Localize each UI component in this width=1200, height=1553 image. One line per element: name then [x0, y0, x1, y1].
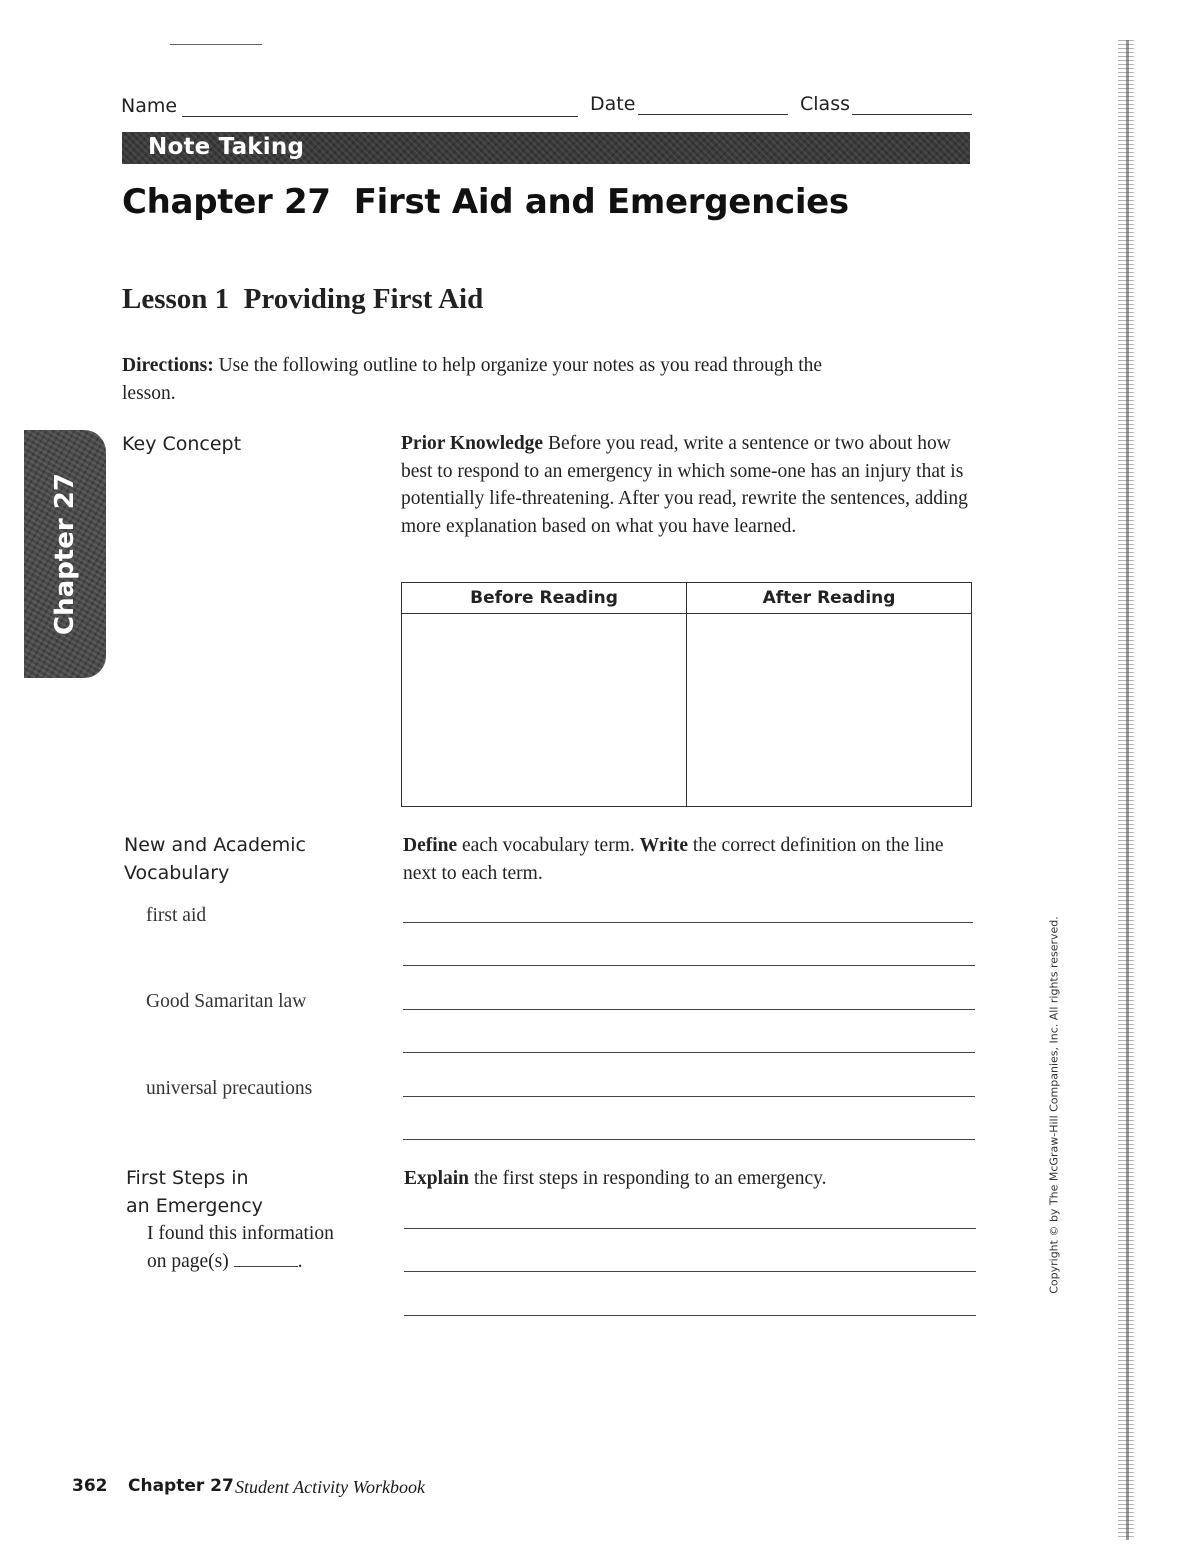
write-word: Write — [639, 835, 688, 856]
term-universal-precautions: universal precautions — [146, 1078, 313, 1099]
vocabulary-label-line1: New and Academic — [124, 834, 307, 856]
class-label: Class — [800, 93, 850, 115]
term-first-aid: first aid — [146, 905, 207, 926]
page-reference — [147, 1220, 334, 1275]
definition-line[interactable] — [403, 1096, 975, 1097]
term-good-samaritan-law: Good Samaritan law — [146, 991, 307, 1012]
note-taking-banner — [122, 132, 970, 164]
page-number: 362 — [72, 1476, 108, 1496]
found-info-line2: on page(s) . — [147, 1248, 334, 1276]
directions-text: Use the following outline to help organize your notes as you read through the lesson. — [122, 355, 823, 404]
vocabulary-instruction — [403, 832, 978, 887]
first-steps-label-line1: First Steps in — [126, 1167, 249, 1189]
first-steps-instruction — [404, 1165, 826, 1193]
prior-knowledge-label: Prior Knowledge — [401, 433, 544, 454]
found-info-line1: I found this information — [147, 1223, 334, 1244]
chapter-title: Chapter 27 First Aid and Emergencies — [122, 182, 849, 222]
banner-text: Note Taking — [148, 134, 305, 160]
footer-chapter: Chapter 27 — [128, 1476, 234, 1496]
define-word: Define — [403, 835, 458, 856]
footer-book-title: Student Activity Workbook — [235, 1477, 425, 1497]
name-label: Name — [121, 95, 178, 117]
after-reading-cell[interactable] — [687, 614, 972, 807]
prior-knowledge-body: Before you read, write a sentence or two about how best to respond to an emergency in which some-one has an injury that is potentially life-threatening. After you read, rewrite the sentences, adding more explanation based on what you have learned. — [401, 433, 968, 537]
first-steps-label — [126, 1164, 263, 1220]
directions — [122, 352, 862, 407]
key-concept-label: Key Concept — [122, 433, 242, 455]
name-blank[interactable] — [182, 116, 578, 117]
vocab-instruction-mid: each vocabulary term. — [457, 835, 640, 856]
answer-line[interactable] — [404, 1271, 976, 1272]
vocabulary-label — [124, 831, 306, 887]
lesson-title: Lesson 1 Providing First Aid — [122, 283, 484, 315]
definition-line[interactable] — [403, 1009, 975, 1010]
page-edge-line — [1126, 40, 1129, 1540]
definition-line[interactable] — [403, 1052, 975, 1053]
reading-table — [401, 582, 972, 807]
page-number-blank[interactable] — [234, 1248, 298, 1267]
chapter-tab-text: Chapter 27 — [50, 473, 80, 635]
definition-line[interactable] — [403, 1139, 975, 1140]
prior-knowledge-text — [401, 430, 973, 540]
found-info-text: on page(s) — [147, 1250, 229, 1272]
first-steps-label-line2: an Emergency — [126, 1195, 263, 1217]
before-reading-header: Before Reading — [402, 583, 687, 614]
scan-mark — [170, 44, 262, 45]
definition-line[interactable] — [403, 922, 973, 923]
explain-word: Explain — [404, 1168, 470, 1189]
date-label: Date — [590, 93, 636, 115]
after-reading-header: After Reading — [687, 583, 972, 614]
definition-line[interactable] — [403, 965, 975, 966]
date-blank[interactable] — [638, 114, 788, 115]
copyright-container — [1046, 916, 1062, 1294]
class-blank[interactable] — [852, 114, 972, 115]
directions-label: Directions: — [122, 355, 214, 376]
answer-line[interactable] — [404, 1228, 976, 1229]
first-steps-instruction-rest: the first steps in responding to an emergency. — [469, 1168, 827, 1189]
vocabulary-label-line2: Vocabulary — [124, 862, 230, 884]
before-reading-cell[interactable] — [402, 614, 687, 807]
copyright-text: Copyright © by The McGraw-Hill Companies, Inc. All rights reserved. — [1047, 916, 1061, 1294]
vocab-instruction-rest: the correct definition on the line next to each term. — [403, 835, 944, 884]
answer-line[interactable] — [404, 1315, 976, 1316]
chapter-side-tab — [24, 430, 106, 678]
